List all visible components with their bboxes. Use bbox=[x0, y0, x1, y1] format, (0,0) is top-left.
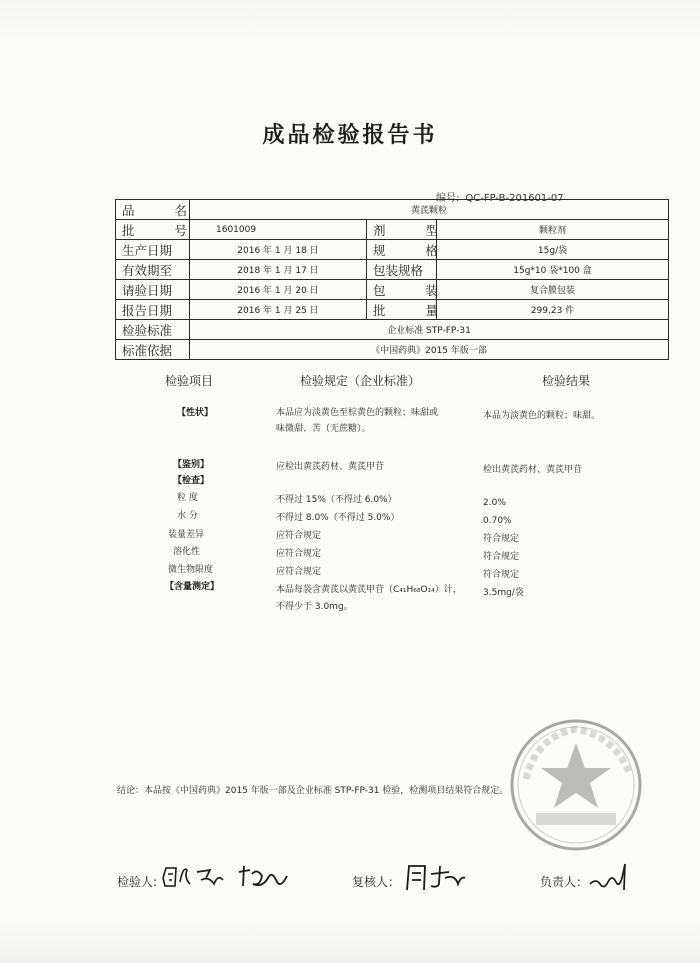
inspector-signature bbox=[160, 860, 295, 895]
table-row bbox=[116, 320, 669, 340]
responsible-signature bbox=[588, 860, 633, 898]
spec-value: 15g/袋 bbox=[437, 240, 669, 260]
test-item-assay: 【含量测定】 bbox=[165, 582, 220, 592]
report-date-label: 报告日期 bbox=[116, 300, 190, 320]
reviewer-label: 复核人： bbox=[352, 875, 401, 889]
responsible-label: 负责人： bbox=[540, 875, 589, 889]
test-spec-granularity: 不得过 15%（不得过 6.0%） bbox=[276, 495, 397, 505]
test-result-identification: 检出黄芪药材、黄芪甲苷 bbox=[483, 465, 583, 475]
test-item-moisture: 水 分 bbox=[177, 511, 198, 521]
test-spec-identification: 应检出黄芪药材、黄芪甲苷 bbox=[276, 462, 385, 472]
column-header-result: 检验结果 bbox=[542, 374, 591, 388]
company-seal-stamp bbox=[506, 715, 646, 855]
test-item-solubility: 溶化性 bbox=[173, 547, 201, 557]
conclusion: 结论：本品按《中国药典》2015 年版一部及企业标准 STP-FP-31 检验，检测项目结果符合规定。 bbox=[117, 786, 509, 796]
package-spec-value: 15g*10 袋*100 盒 bbox=[437, 260, 669, 280]
test-item-check: 【检查】 bbox=[173, 476, 210, 486]
test-item-granularity: 粒 度 bbox=[177, 493, 198, 503]
packaging-label: 包 装 bbox=[367, 280, 437, 300]
production-date-label: 生产日期 bbox=[116, 240, 190, 260]
product-name-value: 黄芪颗粒 bbox=[190, 200, 669, 220]
test-result-solubility: 符合规定 bbox=[483, 552, 520, 562]
test-result-fill-variation: 符合规定 bbox=[483, 534, 520, 544]
table-row bbox=[116, 260, 669, 280]
table-row bbox=[116, 340, 669, 360]
report-title: 成品检验报告书 bbox=[262, 122, 438, 148]
test-spec-microbial: 应符合规定 bbox=[276, 567, 322, 577]
spec-label: 规 格 bbox=[367, 240, 437, 260]
table-row bbox=[116, 240, 669, 260]
form-value: 颗粒剂 bbox=[437, 220, 669, 240]
test-item-fill-variation: 装量差异 bbox=[168, 530, 205, 540]
test-spec-assay-line1: 本品每袋含黄芪以黄芪甲苷（C₄₁H₆₈O₁₄）计， bbox=[276, 585, 462, 595]
basis-label: 标准依据 bbox=[116, 340, 190, 360]
test-item-identification: 【鉴别】 bbox=[173, 460, 210, 470]
test-result-appearance: 本品为淡黄色的颗粒；味甜。 bbox=[483, 411, 601, 421]
table-row bbox=[116, 220, 669, 240]
test-result-moisture: 0.70% bbox=[483, 516, 512, 526]
test-spec-fill-variation: 应符合规定 bbox=[276, 531, 322, 541]
test-item-microbial: 微生物限度 bbox=[168, 565, 214, 575]
request-date-label: 请验日期 bbox=[116, 280, 190, 300]
form-label: 剂 型 bbox=[367, 220, 437, 240]
test-item-appearance: 【性状】 bbox=[177, 408, 214, 418]
product-info-table bbox=[115, 199, 669, 360]
document-number-label: 编号: bbox=[436, 193, 460, 204]
inspector-label: 检验人: bbox=[117, 875, 158, 889]
packaging-value: 复合膜包装 bbox=[437, 280, 669, 300]
table-row bbox=[116, 200, 669, 220]
column-header-spec: 检验规定（企业标准） bbox=[300, 374, 421, 388]
expiry-value: 2018 年 1 月 17 日 bbox=[190, 260, 367, 280]
request-date-value: 2016 年 1 月 20 日 bbox=[190, 280, 367, 300]
package-spec-label: 包装规格 bbox=[367, 260, 437, 280]
batch-no-label: 批 号 bbox=[116, 220, 190, 240]
expiry-label: 有效期至 bbox=[116, 260, 190, 280]
table-row bbox=[116, 280, 669, 300]
quantity-value: 299.23 件 bbox=[437, 300, 669, 320]
test-spec-appearance-line1: 本品应为淡黄色至棕黄色的颗粒；味甜或 bbox=[276, 408, 439, 418]
standard-value: 企业标准 STP-FP-31 bbox=[190, 320, 669, 340]
test-spec-moisture: 不得过 8.0%（不得过 5.0%） bbox=[276, 513, 400, 523]
column-header-item: 检验项目 bbox=[165, 374, 214, 388]
standard-label: 检验标准 bbox=[116, 320, 190, 340]
product-name-label: 品 名 bbox=[116, 200, 190, 220]
table-row bbox=[116, 300, 669, 320]
test-spec-solubility: 应符合规定 bbox=[276, 549, 322, 559]
test-result-granularity: 2.0% bbox=[483, 498, 506, 508]
basis-value: 《中国药典》2015 年版一部 bbox=[190, 340, 669, 360]
quantity-label: 批 量 bbox=[367, 300, 437, 320]
report-date-value: 2016 年 1 月 25 日 bbox=[190, 300, 367, 320]
test-spec-assay-line2: 不得少于 3.0mg。 bbox=[276, 602, 353, 612]
reviewer-signature bbox=[403, 860, 468, 895]
batch-no-value: 1601009 bbox=[190, 220, 367, 240]
test-spec-appearance-line2: 味微甜、苦（无蔗糖）。 bbox=[276, 424, 371, 434]
test-result-assay: 3.5mg/袋 bbox=[483, 588, 524, 598]
production-date-value: 2016 年 1 月 18 日 bbox=[190, 240, 367, 260]
test-result-microbial: 符合规定 bbox=[483, 570, 520, 580]
document-number-value: QC-FP-B-201601-07 bbox=[465, 193, 564, 204]
